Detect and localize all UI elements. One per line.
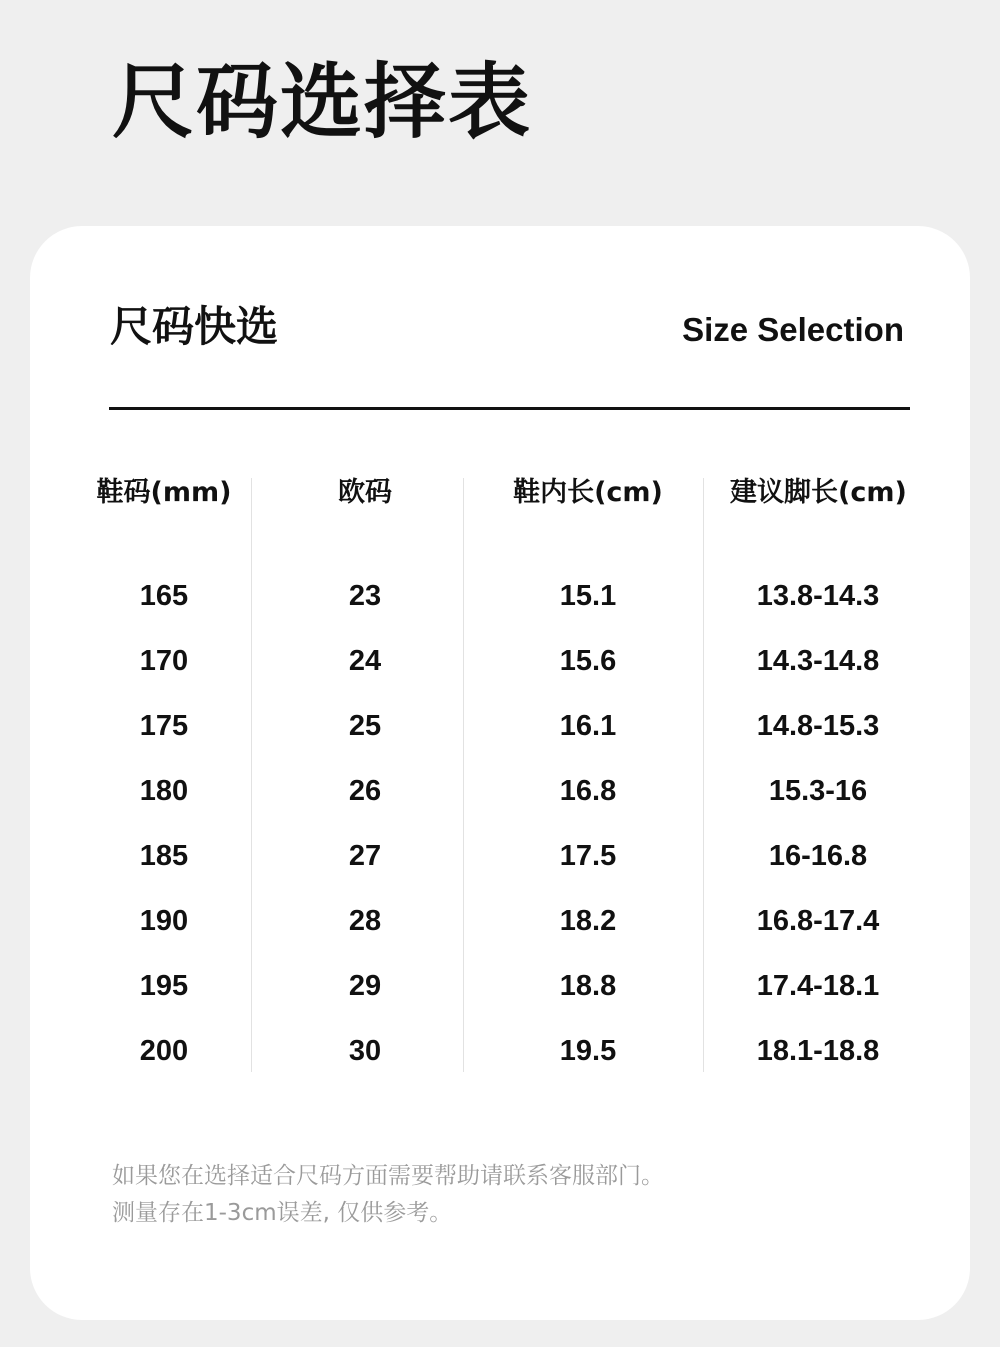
header-foot-length: 建议脚长(cm) <box>730 477 907 508</box>
cell-foot-length: 16.8-17.4 <box>756 905 880 937</box>
table-row <box>30 710 970 754</box>
cell-insole-length: 15.6 <box>559 645 617 677</box>
title-divider <box>109 407 910 410</box>
cell-shoe-size-mm: 180 <box>139 775 189 807</box>
cell-insole-length: 15.1 <box>559 580 617 612</box>
card-subtitle: Size Selection <box>682 311 904 348</box>
cell-shoe-size-mm: 200 <box>139 1035 189 1067</box>
header-eu-size: 欧码 <box>338 477 392 508</box>
cell-foot-length: 14.8-15.3 <box>756 710 880 742</box>
table-row <box>30 840 970 884</box>
cell-eu-size: 29 <box>348 970 382 1002</box>
header-shoe-size-mm: 鞋码(mm) <box>96 477 232 508</box>
cell-foot-length: 15.3-16 <box>768 775 868 807</box>
cell-foot-length: 17.4-18.1 <box>756 970 880 1002</box>
cell-shoe-size-mm: 175 <box>139 710 189 742</box>
page-title: 尺码选择表 <box>112 55 533 150</box>
cell-insole-length: 18.2 <box>559 905 617 937</box>
cell-eu-size: 26 <box>348 775 382 807</box>
cell-insole-length: 17.5 <box>559 840 617 872</box>
cell-eu-size: 23 <box>348 580 382 612</box>
cell-shoe-size-mm: 170 <box>139 645 189 677</box>
cell-shoe-size-mm: 195 <box>139 970 189 1002</box>
card-title: 尺码快选 <box>110 302 279 351</box>
measurement-note: 测量存在1-3cm误差, 仅供参考。 <box>112 1200 453 1226</box>
table-row <box>30 580 970 624</box>
cell-eu-size: 30 <box>348 1035 382 1067</box>
cell-shoe-size-mm: 190 <box>139 905 189 937</box>
help-note: 如果您在选择适合尺码方面需要帮助请联系客服部门。 <box>112 1163 664 1189</box>
table-row <box>30 970 970 1014</box>
cell-eu-size: 24 <box>348 645 382 677</box>
cell-eu-size: 27 <box>348 840 382 872</box>
table-row <box>30 1035 970 1079</box>
cell-eu-size: 25 <box>348 710 382 742</box>
cell-shoe-size-mm: 185 <box>139 840 189 872</box>
cell-insole-length: 16.8 <box>559 775 617 807</box>
table-header <box>30 470 970 514</box>
cell-foot-length: 13.8-14.3 <box>756 580 880 612</box>
cell-eu-size: 28 <box>348 905 382 937</box>
cell-foot-length: 14.3-14.8 <box>756 645 880 677</box>
size-chart-card <box>30 226 970 1320</box>
cell-shoe-size-mm: 165 <box>139 580 189 612</box>
table-row <box>30 905 970 949</box>
cell-insole-length: 16.1 <box>559 710 617 742</box>
cell-insole-length: 19.5 <box>559 1035 617 1067</box>
cell-foot-length: 18.1-18.8 <box>756 1035 880 1067</box>
table-row <box>30 645 970 689</box>
table-row <box>30 775 970 819</box>
header-insole-length: 鞋内长(cm) <box>513 477 663 508</box>
cell-insole-length: 18.8 <box>559 970 617 1002</box>
cell-foot-length: 16-16.8 <box>768 840 868 872</box>
